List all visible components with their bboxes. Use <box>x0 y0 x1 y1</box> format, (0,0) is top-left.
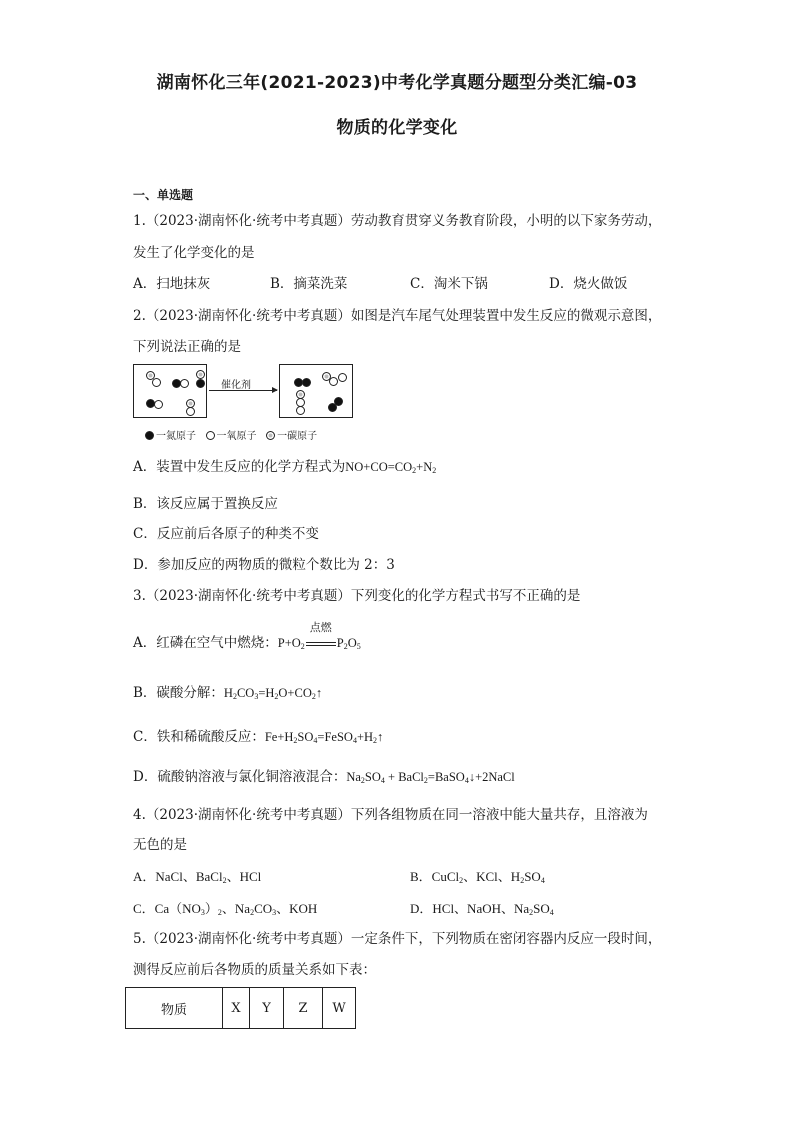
q4-option-a: A．NaCl、BaCl$_2$、HCl <box>133 869 262 885</box>
table-header-cell: 物质 <box>126 988 223 1029</box>
table-header-cell: Z <box>284 988 323 1029</box>
catalyst-label: 催化剂 <box>221 380 251 391</box>
q4-stem-line1: 4.（2023·湖南怀化·统考中考真题）下列各组物质在同一溶液中能大量共存，且溶液为 <box>133 807 648 823</box>
q4-option-c: C．$Ca(NO_3)_2$、$Na_2CO_3$、KOH <box>133 901 318 917</box>
q2-option-a <box>133 458 436 480</box>
legend-nitrogen: 一氮原子 <box>156 431 196 442</box>
q3-option-c-equation: $Fe+H_2SO_4=FeSO_4+H_2↑$ <box>264 730 384 745</box>
q1-option-c: C．淘米下锅 <box>410 276 488 292</box>
q3-option-a-text: A．红磷在空气中燃烧： <box>133 635 278 651</box>
reactants-box <box>133 364 207 418</box>
q3-option-c <box>133 728 383 750</box>
q3-option-c-text: C．铁和稀硫酸反应： <box>133 729 265 745</box>
carbon-atom-icon <box>266 431 275 440</box>
q3-option-b-equation: $H_2CO_3=H_2O+CO_2↑$ <box>223 686 323 701</box>
q2-option-b: B．该反应属于置换反应 <box>133 496 278 512</box>
q2-option-a-equation: $NO+CO=CO_2+N_2$ <box>345 460 437 475</box>
oxygen-atom <box>296 406 305 415</box>
q2-option-d: D．参加反应的两物质的微粒个数比为 2：3 <box>133 557 395 573</box>
document-title-line2: 物质的化学变化 <box>336 118 458 138</box>
q1-option-b: B．摘菜洗菜 <box>270 276 348 292</box>
q3-option-a-equation: $P+O_2$ 点燃 $P_2O_5$ <box>278 636 361 650</box>
q1-option-d: D．烧火做饭 <box>549 276 628 292</box>
document-title-line1: 湖南怀化三年(2021-2023)中考化学真题分题型分类汇编-03 <box>156 73 638 93</box>
q3-option-b-text: B．碳酸分解： <box>133 685 224 701</box>
table-header-cell: W <box>323 988 356 1029</box>
reaction-micro-diagram <box>133 364 358 446</box>
legend-carbon: 一碳原子 <box>277 431 318 442</box>
carbon-atom <box>196 370 205 379</box>
oxygen-atom <box>338 373 347 382</box>
table-header-cell: X <box>223 988 250 1029</box>
q2-option-a-text: A．装置中发生反应的化学方程式为 <box>133 459 346 475</box>
q2-option-c: C．反应前后各原子的种类不变 <box>133 526 319 542</box>
oxygen-atom-icon <box>206 431 215 440</box>
q1-stem-line2: 发生了化学变化的是 <box>133 245 255 261</box>
q3-option-b <box>133 684 322 706</box>
q4-option-b: B．CuCl$_2$、KCl、$H_2SO_4$ <box>410 869 545 885</box>
q3-option-d-equation: $Na_2SO_4$ + BaCl$_2$=BaSO$_4$↓+2NaCl <box>346 770 515 785</box>
nitrogen-atom <box>302 378 311 387</box>
q2-stem-line1: 2.（2023·湖南怀化·统考中考真题）如图是汽车尾气处理装置中发生反应的微观示意图， <box>133 308 662 324</box>
q3-option-d-text: D．硫酸钠溶液与氯化铜溶液混合： <box>133 769 347 785</box>
q2-stem-line2: 下列说法正确的是 <box>133 339 241 355</box>
diagram-legend <box>145 427 317 442</box>
q1-stem-line1: 1.（2023·湖南怀化·统考中考真题）劳动教育贯穿义务教育阶段，小明的以下家务劳动， <box>133 213 662 229</box>
nitrogen-atom <box>328 403 337 412</box>
q5-stem-line1: 5.（2023·湖南怀化·统考中考真题）一定条件下，下列物质在密闭容器内反应一段时间， <box>133 931 662 947</box>
products-box <box>279 364 353 418</box>
q4-option-d: D．HCl、NaOH、$Na_2SO_4$ <box>410 901 554 917</box>
oxygen-atom <box>152 378 161 387</box>
q5-stem-line2: 测得反应前后各物质的质量关系如下表： <box>133 962 376 978</box>
oxygen-atom <box>329 377 338 386</box>
q4-stem-line2: 无色的是 <box>133 837 187 853</box>
q3-option-d <box>133 768 515 790</box>
nitrogen-atom-icon <box>145 431 154 440</box>
table-header-cell: Y <box>250 988 284 1029</box>
q1-option-a: A．扫地抹灰 <box>133 276 211 292</box>
condition-ignite: 点燃 <box>309 622 332 634</box>
q3-stem: 3.（2023·湖南怀化·统考中考真题）下列变化的化学方程式书写不正确的是 <box>133 588 581 604</box>
table-row <box>126 988 356 1029</box>
oxygen-atom <box>180 379 189 388</box>
mass-table <box>125 987 356 1029</box>
nitrogen-atom <box>196 379 205 388</box>
section-heading: 一、单选题 <box>133 188 194 202</box>
oxygen-atom <box>186 407 195 416</box>
oxygen-atom <box>154 400 163 409</box>
q3-option-a <box>133 622 361 656</box>
legend-oxygen: 一氧原子 <box>216 431 257 442</box>
